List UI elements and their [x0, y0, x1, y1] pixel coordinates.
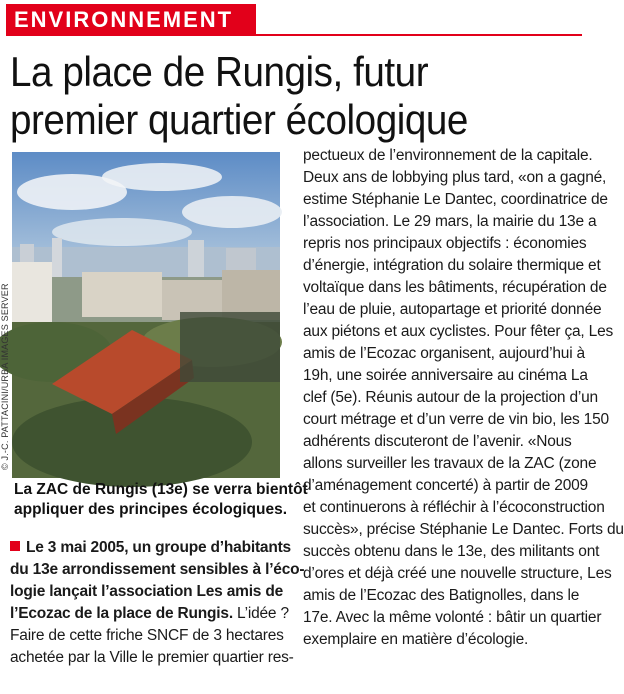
headline	[10, 48, 534, 144]
right-line-13: court métrage et d’un verre de vin bio, les 150	[303, 411, 609, 428]
headline-line-1: La place de Rungis, futur	[10, 48, 429, 95]
left-line-2: achetée par la Ville le premier quartier res-	[10, 649, 294, 666]
lead-tail: L’idée ?	[232, 605, 289, 622]
right-line-12: clef (5e). Réunis autour de la projection d’un	[303, 389, 598, 406]
right-line-10: amis de l’Ecozac organisent, aujourd’hui à	[303, 345, 585, 362]
right-line-18: succès», précise Stéphanie Le Dantec. Forts du	[303, 521, 624, 538]
lead-line-2: du 13e arrondissement sensibles à l’éco-	[10, 561, 305, 578]
left-line-1: Faire de cette friche SNCF de 3 hectares	[10, 627, 284, 644]
headline-line-2: premier quartier écologique	[10, 96, 468, 143]
right-line-3: estime Stéphanie Le Dantec, coordinatrice de	[303, 191, 608, 208]
lead-line-3: logie lançait l’association Les amis de	[10, 583, 284, 600]
section-rule	[6, 34, 582, 36]
lead-line-4: l’Ecozac de la place de Rungis.	[10, 605, 233, 622]
right-line-14: adhérents discuteront de l’avenir. «Nous	[303, 433, 572, 450]
caption-line-2: appliquer des principes écologiques.	[14, 501, 288, 518]
bullet-square-icon	[10, 541, 20, 551]
right-line-4: l’association. Le 29 mars, la mairie du 13e a	[303, 213, 597, 230]
right-line-7: voltaïque dans les bâtiments, récupération de	[303, 279, 607, 296]
right-line-5: repris nos principaux objectifs : économies	[303, 235, 587, 252]
right-line-23: exemplaire en matière d’écologie.	[303, 631, 529, 648]
right-line-2: Deux ans de lobbying plus tard, «on a gagné,	[303, 169, 607, 186]
right-line-17: et continuerons à réfléchir à l’écoconstruction	[303, 499, 605, 516]
photo-illustration	[12, 152, 280, 478]
right-column	[303, 145, 624, 651]
caption-line-1: La ZAC de Rungis (13e) se verra bientôt	[14, 481, 308, 498]
section-label: ENVIRONNEMENT	[6, 4, 256, 35]
right-line-15: allons surveiller les travaux de la ZAC (zone	[303, 455, 597, 472]
photo-credit: © J.-C. PATTACINI/URBA IMAGES SERVER	[0, 283, 10, 470]
right-line-6: d’énergie, intégration du solaire thermique et	[303, 257, 601, 274]
right-line-11: 19h, une soirée anniversaire au cinéma La	[303, 367, 588, 384]
right-line-21: amis de l’Ecozac des Batignolles, dans le	[303, 587, 580, 604]
right-line-9: aux piétons et aux cyclistes. Pour fêter ça, Les	[303, 323, 614, 340]
photo-caption	[14, 480, 308, 520]
left-column	[10, 537, 305, 669]
lead-line-1: Le 3 mai 2005, un groupe d’habitants	[26, 539, 291, 556]
right-line-19: succès obtenu dans le 13e, des militants ont	[303, 543, 600, 560]
right-line-22: 17e. Avec la même volonté : bâtir un quartier	[303, 609, 602, 626]
right-line-20: d’ores et déjà créé une nouvelle structure, Les	[303, 565, 612, 582]
right-line-8: l’eau de pluie, autopartage et priorité donnée	[303, 301, 602, 318]
right-line-1: pectueux de l’environnement de la capitale.	[303, 147, 593, 164]
right-line-16: d’aménagement concerté) à partir de 2009	[303, 477, 588, 494]
article-photo	[12, 152, 280, 478]
